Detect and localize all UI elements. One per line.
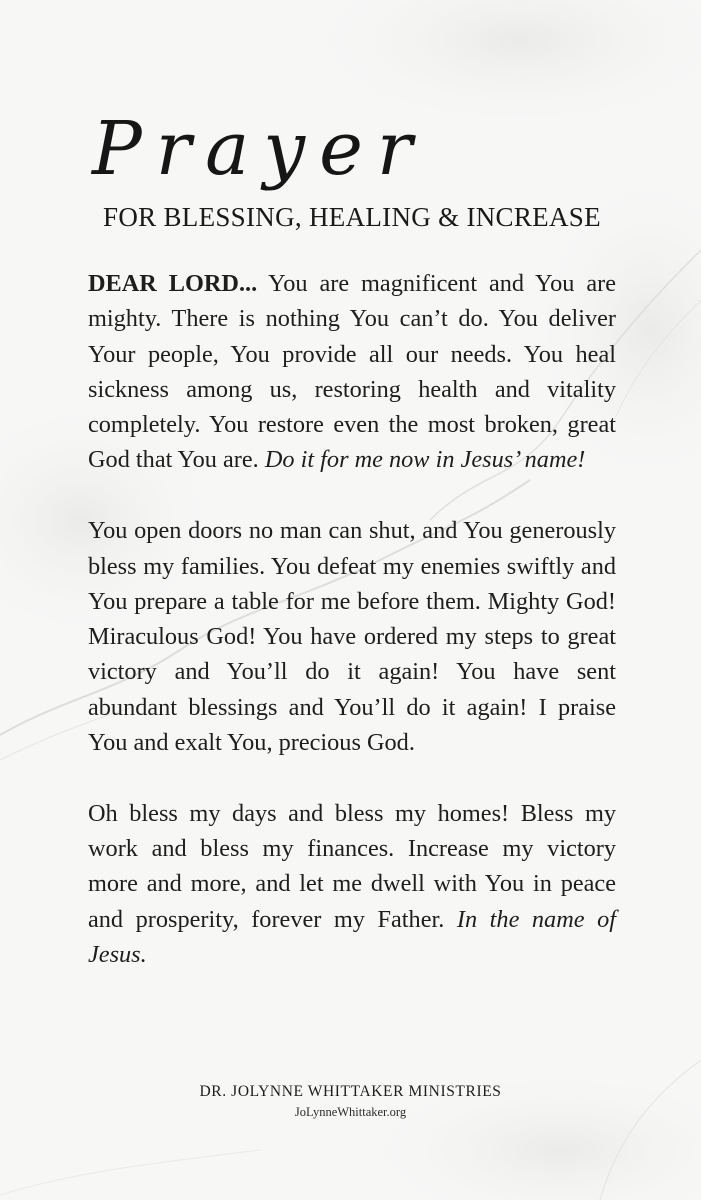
paragraph-3-text: Oh bless my days and bless my homes! Bless my work and bless my finances. Increase my victory more and more, and let me dwell with You in peace and prosperity, forever my Father. (88, 799, 616, 933)
prayer-title: Prayer (92, 106, 427, 192)
prayer-subtitle: FOR BLESSING, HEALING & INCREASE (103, 202, 601, 232)
paragraph-2-text: You open doors no man can shut, and You generously bless my families. You defeat my enemies swiftly and You prepare a table for me before them. Mighty God! Miraculous God! You have ordered my steps to great victory and You’ll do it again! You have sent abundant blessings and You’ll do it again! I praise You and exalt You, precious God. (88, 517, 616, 757)
prayer-body (88, 266, 616, 1008)
paragraph-1 (88, 266, 616, 478)
paragraph-3-italic: In the name of Jesus. (88, 905, 616, 969)
paragraph-1-text: You are magnificent and You are mighty. There is nothing You can’t do. You deliver Your people, You provide all our needs. You heal sickness among us, restoring health and vitality completely. You restore even the most broken, great God that You are. (88, 270, 617, 474)
paragraph-2 (88, 513, 616, 760)
salutation: DEAR LORD... (88, 270, 258, 297)
ministry-name: DR. JOLYNNE WHITTAKER MINISTRIES (199, 1083, 502, 1100)
ministry-website: JoLynneWhittaker.org (294, 1105, 407, 1119)
paragraph-3 (88, 796, 616, 972)
paragraph-1-italic: Do it for me now in Jesus’ name! (264, 446, 586, 474)
